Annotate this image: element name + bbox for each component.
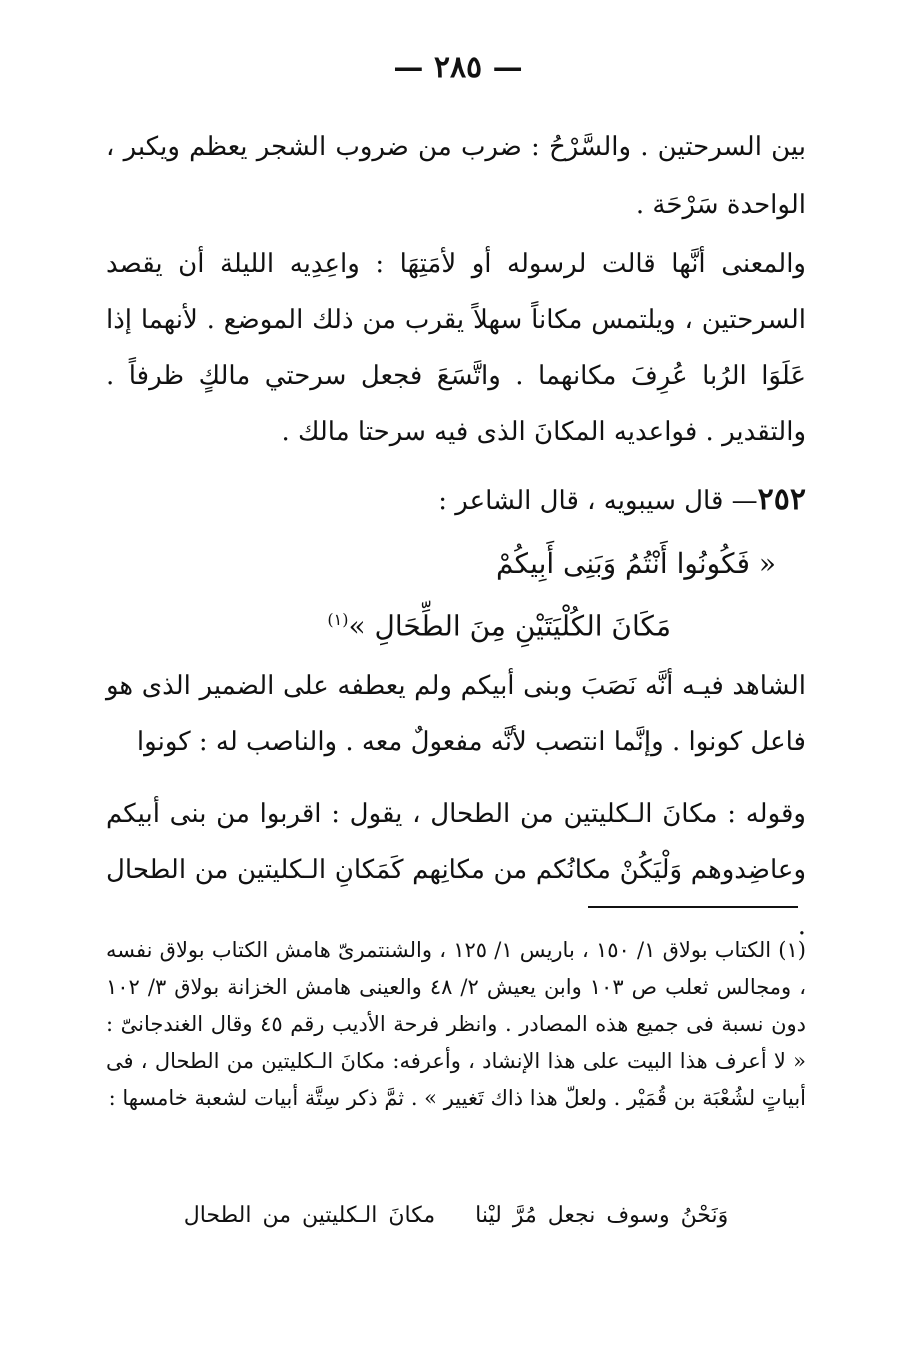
footnote-text: (١) الكتاب بولاق ١/ ١٥٠ ، باريس ١/ ١٢٥ ، والشنتمرىّ هامش الكتاب بولاق نفسه ، ومجالس ثعلب ص ١٠٣ وابن يعيش ٢/ ٤٨ والعينى هامش الخزانة بولاق ٣/ ١٠٢ دون نسبة فى جميع هذه المصادر . وانظر فرحة الأديب رقم ٤٥ وقال الغندجانىّ : « لا أعرف هذا البيت على هذا الإنشاد ، وأعرفه: مكانَ الـكليتين من الطحال ، فى أبياتٍ لشُعْبَة بن قُمَيْر . ولعلّ هذا ذاك تَغيير » . ثمَّ ذكر سِتَّة أبيات لشعبة خامسها : <box>106 938 806 1110</box>
footnote-verse <box>106 1196 806 1236</box>
footnote-verse-half-1: وَنَحْنُ وسوف نجعل مُرَّ ليْنا <box>475 1203 729 1228</box>
entry-heading <box>106 474 806 527</box>
footnote-verse-half-2: مكانَ الـكليتين من الطحال <box>183 1203 436 1228</box>
paragraph-3: الشاهد فيـه أنَّه نَصَبَ وبنى أبيكم ولم يعطفه على الضمير الذى هو فاعل كونوا . وإنَّما انتصب لأنَّه مفعولٌ معه . والناصب له : كونوا <box>106 671 806 757</box>
paragraph-1: بين السرحتين . والسَّرْحُ : ضرب من ضروب الشجر يعظم ويكبر ، الواحدة سَرْحَة . <box>106 132 806 220</box>
entry-number: ٢٥٢ <box>757 482 806 517</box>
entry-heading-text: — قال سيبويه ، قال الشاعر : <box>438 486 758 516</box>
page-number: — ٢٨٥ — <box>393 50 523 85</box>
verse-line-2-text: مَكَانَ الكُلْيَتَيْنِ مِنَ الطِّحَالِ » <box>348 609 671 643</box>
paragraph-2: والمعنى أنَّها قالت لرسوله أو لأمَتِهَا : واعِدِيه الليلة أن يقصد السرحتين ، ويلتمس مكاناً سهلاً يقرب من ذلك الموضع . لأنهما إذا عَلَوَا الرُبا عُرِفَ مكانهما . واتَّسَعَ فجعل سرحتي مالكٍ ظرفاً . والتقدير . فواعديه المكانَ الذى فيه سرحتا مالك . <box>106 249 806 447</box>
footnote-marker: (١) <box>327 610 349 629</box>
footnote-divider <box>588 906 798 908</box>
paragraph-4: وقوله : مكانَ الـكليتين من الطحال ، يقول : اقربوا من بنى أبيكم وعاضِدوهم وَلْيَكُنْ مكانُكم من مكانِهم كَمَكانِ الـكليتين من الطحال . <box>106 799 806 941</box>
verse-line-2 <box>327 596 671 650</box>
verse-line-1: « فَكُونُوا أَنْتُمُ وَبَنِى أَبِيكُمْ <box>496 547 776 580</box>
